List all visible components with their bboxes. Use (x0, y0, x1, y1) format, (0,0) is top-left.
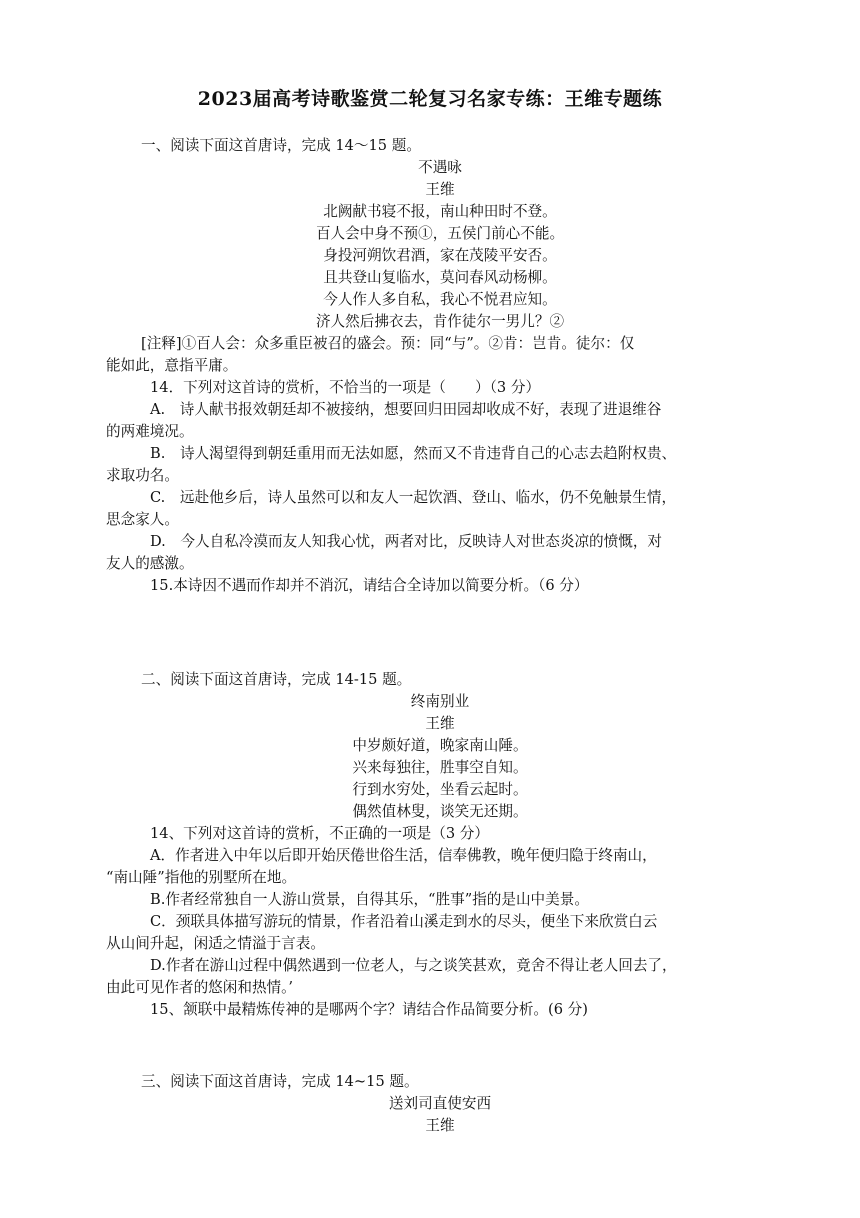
poem-1-note-cont: 能如此，意指平庸。 (106, 357, 238, 374)
page-title: 2023届高考诗歌鉴赏二轮复习名家专练：王维专题练 (197, 88, 663, 110)
s2-option-b: B.作者经常独自一人游山赏景，自得其乐，“胜事”指的是山中美景。 (150, 891, 589, 908)
s2-option-d: D.作者在游山过程中偶然遇到一位老人，与之谈笑甚欢，竟舍不得让老人回去了， (150, 957, 677, 974)
s2-option-c: C．颈联具体描写游玩的情景，作者沿着山溪走到水的尽头，便坐下来欣赏白云 (150, 913, 658, 930)
poem-2-line: 兴来每独往，胜事空自知。 (352, 759, 528, 776)
s1-option-b-cont: 求取功名。 (106, 467, 179, 484)
poem-1-line: 北阙献书寝不报，南山种田时不登。 (323, 203, 557, 220)
poem-1-line: 百人会中身不预①，五侯门前心不能。 (315, 225, 565, 242)
s1-option-d-cont: 友人的感激。 (106, 555, 194, 572)
s1-option-c: C. 远赴他乡后，诗人虽然可以和友人一起饮酒、登山、临水，仍不免触景生情， (150, 489, 677, 506)
s2-question-15: 15、颔联中最精炼传神的是哪两个字？请结合作品简要分析。(6 分) (150, 1001, 588, 1018)
s1-question-14: 14．下列对这首诗的赏析，不恰当的一项是（ ）（3 分） (150, 379, 541, 396)
s2-option-d-cont: 由此可见作者的悠闲和热情。’ (106, 979, 294, 996)
poem-2-line: 中岁颇好道，晚家南山陲。 (352, 737, 528, 754)
section-2-intro: 二、阅读下面这首唐诗，完成 14-15 题。 (141, 671, 412, 688)
poem-1-line: 身投河朔饮君酒，家在茂陵平安否。 (323, 247, 557, 264)
poem-2-line: 行到水穷处，坐看云起时。 (352, 781, 528, 798)
s1-option-b: B. 诗人渴望得到朝廷重用而无法如愿，然而又不肯违背自己的心志去趋附权贵、 (150, 445, 677, 462)
s1-option-c-cont: 思念家人。 (106, 511, 179, 528)
s2-question-14: 14、下列对这首诗的赏析，不正确的一项是（3 分） (150, 825, 489, 842)
poem-1-author: 王维 (425, 181, 455, 198)
s1-question-15: 15.本诗因不遇而作却并不消沉，请结合全诗加以简要分析。（6 分） (150, 577, 589, 594)
s1-option-a: A. 诗人献书报效朝廷却不被接纳，想要回归田园却收成不好，表现了进退维谷 (150, 401, 662, 418)
s2-option-a: A．作者进入中年以后即开始厌倦世俗生活，信奉佛教，晚年便归隐于终南山， (150, 847, 657, 864)
poem-2-line: 偶然值林叟，谈笑无还期。 (352, 803, 528, 820)
section-3-intro: 三、阅读下面这首唐诗，完成 14~15 题。 (141, 1073, 419, 1090)
section-1-intro: 一、阅读下面这首唐诗，完成 14～15 题。 (141, 137, 421, 154)
s2-option-c-cont: 从山间升起，闲适之情溢于言表。 (106, 935, 325, 952)
poem-3-title: 送刘司直使安西 (388, 1095, 492, 1112)
s2-option-a-cont: “南山陲”指他的别墅所在地。 (106, 869, 297, 886)
poem-1-line: 今人作人多自私，我心不悦君应知。 (323, 291, 557, 308)
poem-1-title: 不遇咏 (418, 159, 462, 176)
s1-option-d: D. 今人自私冷漠而友人知我心忧，两者对比，反映诗人对世态炎凉的愤慨，对 (150, 533, 663, 550)
poem-2-author: 王维 (425, 715, 455, 732)
s1-option-a-cont: 的两难境况。 (106, 423, 194, 440)
poem-1-line: 济人然后拂衣去，肯作徒尔一男儿？② (315, 313, 565, 330)
poem-2-title: 终南别业 (410, 693, 470, 710)
poem-1-line: 且共登山复临水，莫问春风动杨柳。 (323, 269, 557, 286)
poem-3-author: 王维 (425, 1117, 455, 1134)
poem-1-note: [注释]①百人会：众多重臣被召的盛会。预：同“与”。②肯：岂肯。徒尔：仅 (141, 335, 635, 352)
